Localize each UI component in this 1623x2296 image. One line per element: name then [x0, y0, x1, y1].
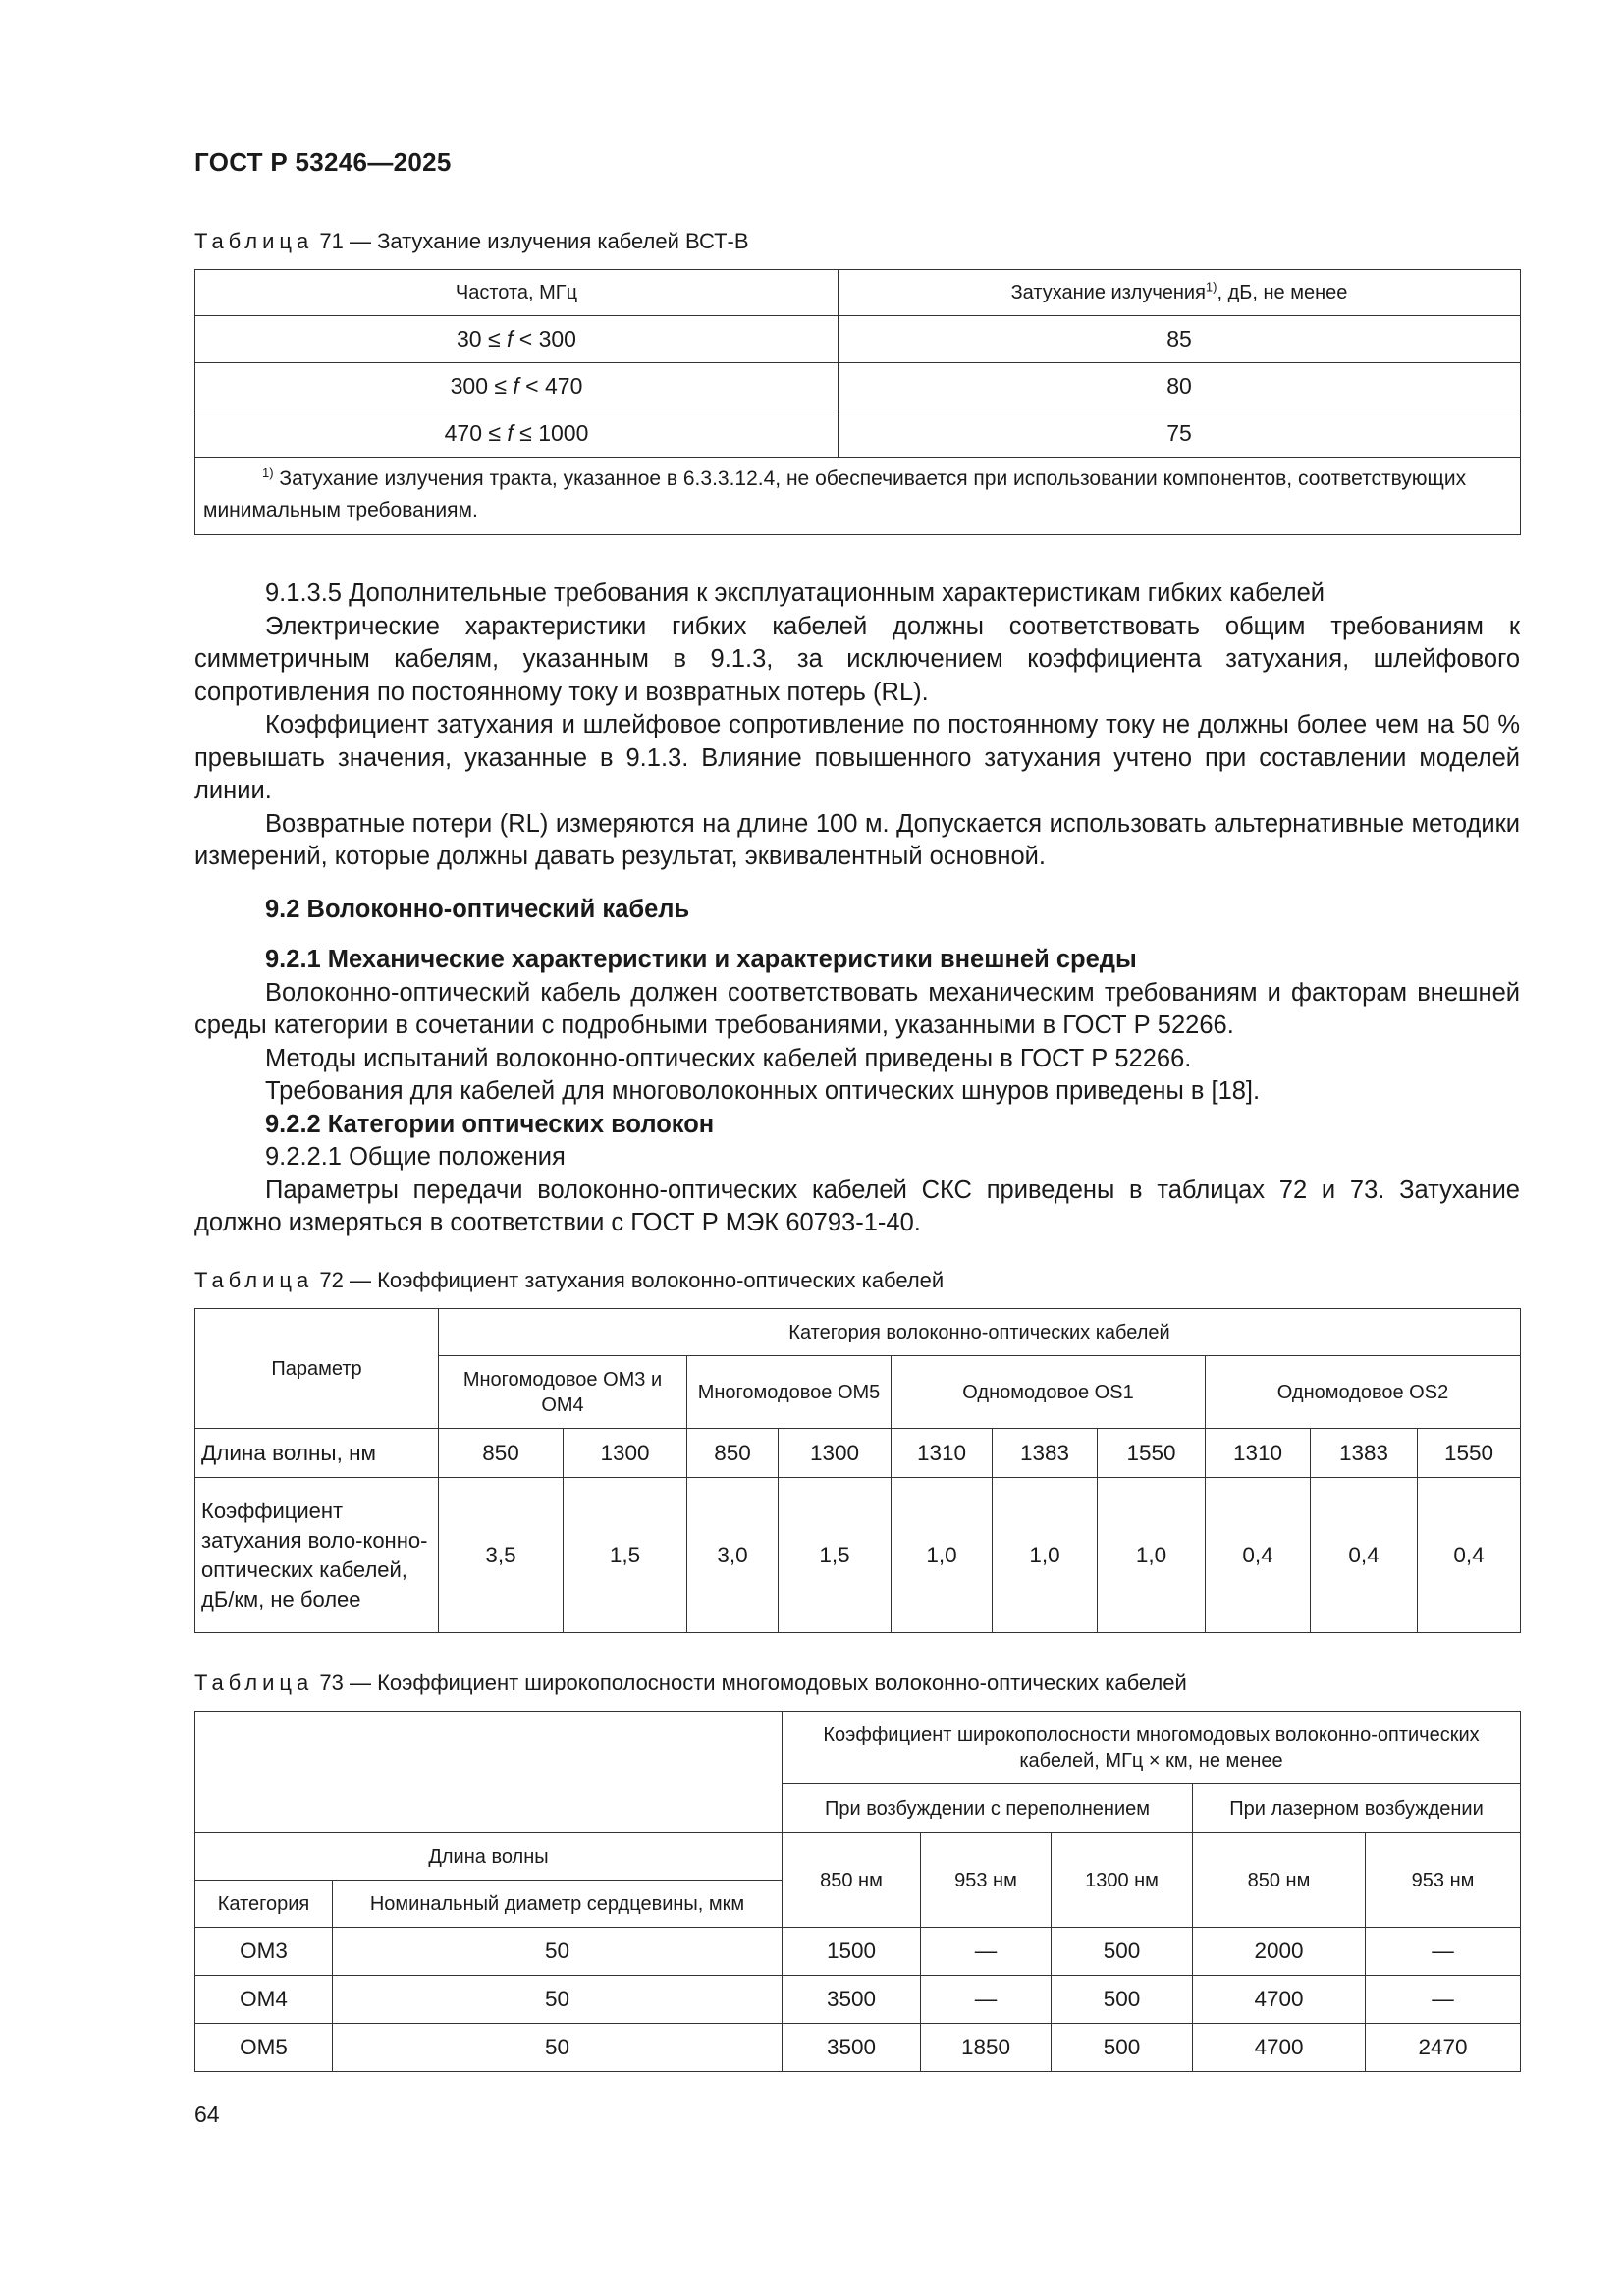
frequency-cell: 300 ≤ f < 470	[195, 363, 839, 410]
value-cell: —	[921, 1928, 1052, 1976]
wavelength-cell: 1310	[892, 1429, 993, 1478]
wavelength-cell: 1550	[1098, 1429, 1206, 1478]
page-number: 64	[194, 2102, 220, 2127]
attenuation-cell: 1,0	[892, 1478, 993, 1633]
wavelength-col-header: 1300 нм	[1052, 1833, 1193, 1928]
document-header: ГОСТ Р 53246—2025	[194, 147, 452, 177]
wavelength-col-header: 850 нм	[783, 1833, 921, 1928]
value-cell: 500	[1052, 2024, 1193, 2072]
wavelength-cell: 1383	[993, 1429, 1098, 1478]
table71-col-attenuation: Затухание излучения$^{1)}$, дБ, не менее	[839, 270, 1521, 316]
value-cell: 2000	[1193, 1928, 1366, 1976]
category-col-header: Категория	[195, 1881, 333, 1928]
category-cell: ОМ3	[195, 1928, 333, 1976]
attenuation-cell: 0,4	[1418, 1478, 1521, 1633]
param-header: Параметр	[195, 1309, 439, 1429]
paragraph: Коэффициент затухания и шлейфовое сопротивление по постоянному току не должны более чем на 50 % превышать значения, указанные в 9.1.3. Влияние повышенного затухания учтено при составлении моделей линии.	[194, 711, 1520, 804]
attenuation-cell: 1,5	[564, 1478, 687, 1633]
wavelength-cell: 1383	[1311, 1429, 1418, 1478]
core-cell: 50	[333, 1976, 783, 2024]
table-row	[195, 410, 1521, 458]
table72-caption: Таблица 72 — Коэффициент затухания волоконно-оптических кабелей	[194, 1268, 945, 1292]
table73-header-row	[195, 1712, 1521, 1784]
group-header: Многомодовое ОМ3 и ОМ4	[439, 1356, 687, 1429]
wavelength-col-header: 953 нм	[1366, 1833, 1521, 1928]
table-row	[195, 1976, 1521, 2024]
value-cell: 1500	[783, 1928, 921, 1976]
body-text	[194, 577, 1520, 1240]
frequency-cell: 30 ≤ f < 300	[195, 316, 839, 363]
section-heading-9-2-1: 9.2.1 Механические характеристики и характеристики внешней среды	[265, 946, 1137, 973]
laser-header: При лазерном возбуждении	[1193, 1784, 1521, 1833]
paragraph: Требования для кабелей для многоволоконных оптических шнуров приведены в [18].	[265, 1077, 1261, 1105]
wavelength-cell: 850	[687, 1429, 779, 1478]
bandwidth-header: Коэффициент широкополосности многомодовых волоконно-оптических кабелей, МГц × км, не менее	[783, 1712, 1521, 1784]
table71	[194, 269, 1521, 535]
table-row	[195, 363, 1521, 410]
table-row	[195, 1928, 1521, 1976]
attenuation-cell: 1,0	[993, 1478, 1098, 1633]
value-cell: —	[921, 1976, 1052, 2024]
paragraph: Возвратные потери (RL) измеряются на длине 100 м. Допускается использовать альтернативные методики измерений, которые должны давать результат, эквивалентный основной.	[194, 809, 1520, 870]
value-cell: 4700	[1193, 2024, 1366, 2072]
core-col-header: Номинальный диаметр сердцевины, мкм	[333, 1881, 783, 1928]
value-cell: —	[1366, 1976, 1521, 2024]
paragraph: Методы испытаний волоконно-оптических кабелей приведены в ГОСТ Р 52266.	[265, 1044, 1192, 1072]
core-cell: 50	[333, 2024, 783, 2072]
table-row	[195, 1478, 1521, 1633]
wavelength-cell: 1310	[1206, 1429, 1311, 1478]
attenuation-cell: 85	[839, 316, 1521, 363]
section-heading-9-2-2: 9.2.2 Категории оптических волокон	[265, 1110, 715, 1138]
category-header: Категория волоконно-оптических кабелей	[439, 1309, 1521, 1356]
overfill-header: При возбуждении с переполнением	[783, 1784, 1193, 1833]
category-cell: ОМ5	[195, 2024, 333, 2072]
category-cell: ОМ4	[195, 1976, 333, 2024]
core-cell: 50	[333, 1928, 783, 1976]
attenuation-cell: 1,0	[1098, 1478, 1206, 1633]
attenuation-cell: 3,0	[687, 1478, 779, 1633]
table73-wavelength-row	[195, 1833, 1521, 1881]
table-row	[195, 1429, 1521, 1478]
table-row	[195, 2024, 1521, 2072]
table73	[194, 1711, 1521, 2072]
table71-header-row	[195, 270, 1521, 316]
clause-9-1-3-5: 9.1.3.5 Дополнительные требования к эксплуатационным характеристикам гибких кабелей	[265, 579, 1325, 607]
row-label: Коэффициент затухания воло-конно-оптических кабелей, дБ/км, не более	[195, 1478, 439, 1633]
value-cell: 4700	[1193, 1976, 1366, 2024]
table72	[194, 1308, 1521, 1633]
value-cell: 3500	[783, 2024, 921, 2072]
table71-footnote-row	[195, 458, 1521, 535]
value-cell: —	[1366, 1928, 1521, 1976]
paragraph: Параметры передачи волоконно-оптических кабелей СКС приведены в таблицах 72 и 73. Затухание должно измеряться в соответствии с ГОСТ Р МЭК 60793-1-40.	[194, 1175, 1520, 1236]
table71-footnote: $^{1)}$ Затухание излучения тракта, указанное в 6.3.3.12.4, не обеспечивается при использовании компонентов, соответствующих минимальным требованиям.	[195, 458, 1521, 535]
wavelength-cell: 1300	[564, 1429, 687, 1478]
wavelength-col-header: 850 нм	[1193, 1833, 1366, 1928]
table71-col-frequency: Частота, МГц	[195, 270, 839, 316]
attenuation-cell: 0,4	[1206, 1478, 1311, 1633]
value-cell: 1850	[921, 2024, 1052, 2072]
table-row	[195, 316, 1521, 363]
attenuation-cell: 1,5	[779, 1478, 892, 1633]
group-header: Одномодовое OS1	[892, 1356, 1206, 1429]
wavelength-cell: 850	[439, 1429, 564, 1478]
table72-header-row	[195, 1309, 1521, 1356]
wavelength-col-header: 953 нм	[921, 1833, 1052, 1928]
group-header: Многомодовое ОМ5	[687, 1356, 892, 1429]
table71-caption: Таблица 71 — Затухание излучения кабелей ВСТ-В	[194, 229, 749, 253]
frequency-cell: 470 ≤ f ≤ 1000	[195, 410, 839, 458]
value-cell: 500	[1052, 1976, 1193, 2024]
paragraph: Электрические характеристики гибких кабелей должны соответствовать общим требованиям к симметричным кабелям, указанным в 9.1.3, за исключением коэффициента затухания, шлейфового сопротивления по постоянному току и возвратных потерь (RL).	[194, 612, 1520, 706]
clause-9-2-2-1: 9.2.2.1 Общие положения	[265, 1143, 566, 1171]
attenuation-cell: 80	[839, 363, 1521, 410]
wavelength-cell: 1550	[1418, 1429, 1521, 1478]
empty-corner-cell	[195, 1712, 783, 1833]
value-cell: 500	[1052, 1928, 1193, 1976]
group-header: Одномодовое OS2	[1206, 1356, 1521, 1429]
wavelength-cell: 1300	[779, 1429, 892, 1478]
attenuation-cell: 0,4	[1311, 1478, 1418, 1633]
attenuation-cell: 3,5	[439, 1478, 564, 1633]
section-heading-9-2: 9.2 Волоконно-оптический кабель	[265, 895, 690, 923]
paragraph: Волоконно-оптический кабель должен соответствовать механическим требованиям и факторам внешней среды категории в сочетании с подробными требованиями, указанными в ГОСТ Р 52266.	[194, 978, 1520, 1039]
row-label: Длина волны, нм	[195, 1429, 439, 1478]
table73-caption: Таблица 73 — Коэффициент широкополосности многомодовых волоконно-оптических кабелей	[194, 1670, 1187, 1695]
wavelength-header: Длина волны	[195, 1833, 783, 1881]
value-cell: 3500	[783, 1976, 921, 2024]
value-cell: 2470	[1366, 2024, 1521, 2072]
attenuation-cell: 75	[839, 410, 1521, 458]
